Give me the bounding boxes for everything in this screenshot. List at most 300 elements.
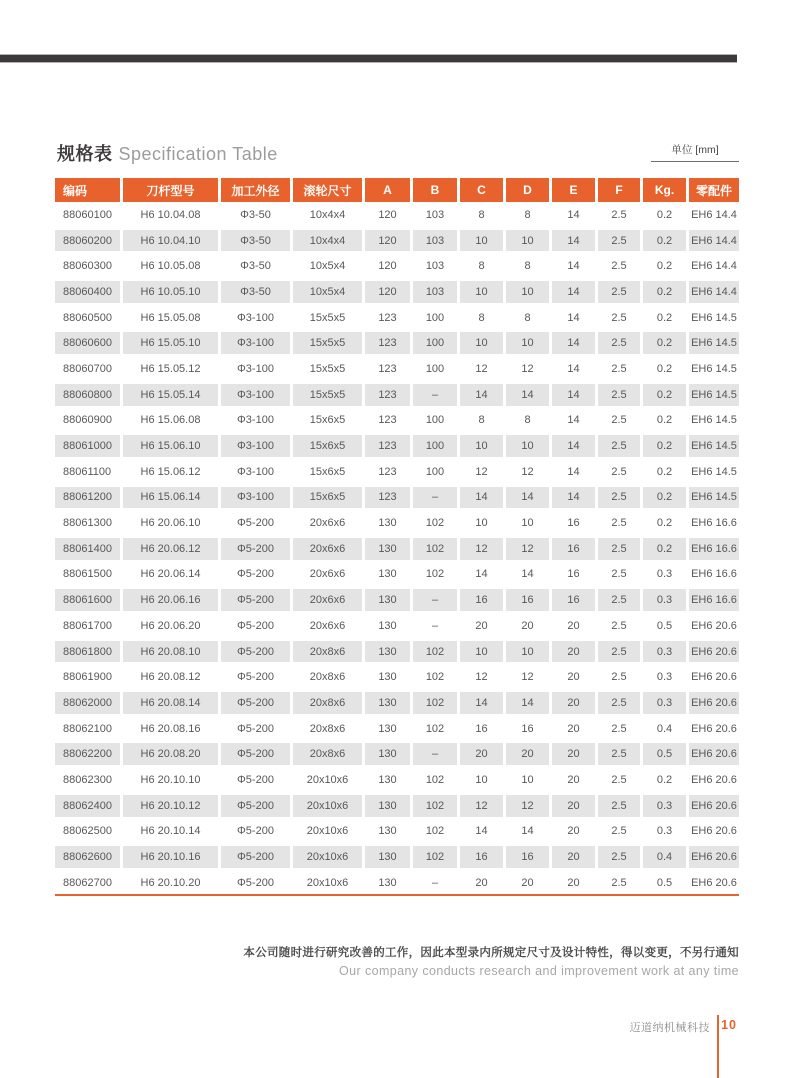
- table-cell: 20: [549, 844, 595, 870]
- table-cell: 10: [503, 279, 549, 305]
- table-cell: 0.4: [640, 844, 686, 870]
- table-cell: 88061800: [55, 639, 120, 665]
- table-cell: 88060300: [55, 253, 120, 279]
- table-cell: 14: [457, 819, 503, 845]
- table-row: [55, 716, 739, 742]
- table-cell: 0.2: [640, 305, 686, 331]
- table-cell: Φ5-200: [218, 767, 290, 793]
- table-cell: 8: [457, 305, 503, 331]
- table-cell: 130: [362, 793, 410, 819]
- table-cell: 20x8x6: [290, 664, 362, 690]
- table-cell: 0.2: [640, 356, 686, 382]
- table-cell: 20x10x6: [290, 767, 362, 793]
- notice-block: [139, 944, 739, 978]
- table-cell: Φ5-200: [218, 510, 290, 536]
- table-cell: EH6 14.5: [686, 459, 739, 485]
- table-cell: 100: [410, 305, 457, 331]
- table-cell: 14: [549, 485, 595, 511]
- table-cell: Φ5-200: [218, 844, 290, 870]
- header-cell-kg: Kg.: [640, 178, 686, 202]
- table-cell: 20x8x6: [290, 690, 362, 716]
- table-cell: –: [410, 613, 457, 639]
- table-cell: Φ3-50: [218, 253, 290, 279]
- table-cell: 20x8x6: [290, 639, 362, 665]
- table-cell: 15x6x5: [290, 459, 362, 485]
- table-cell: Φ3-100: [218, 408, 290, 434]
- table-cell: 10x4x4: [290, 228, 362, 254]
- table-cell: EH6 14.4: [686, 228, 739, 254]
- table-cell: 2.5: [595, 253, 640, 279]
- table-cell: H6 10.05.10: [120, 279, 218, 305]
- table-row: [55, 202, 739, 228]
- table-cell: 2.5: [595, 279, 640, 305]
- table-cell: Φ5-200: [218, 587, 290, 613]
- table-cell: H6 20.10.12: [120, 793, 218, 819]
- table-cell: H6 20.06.10: [120, 510, 218, 536]
- table-cell: EH6 14.5: [686, 330, 739, 356]
- table-cell: 10: [503, 228, 549, 254]
- table-cell: 88061200: [55, 485, 120, 511]
- table-cell: 88060900: [55, 408, 120, 434]
- table-cell: Φ3-100: [218, 485, 290, 511]
- table-cell: 88061400: [55, 536, 120, 562]
- table-cell: 0.3: [640, 690, 686, 716]
- table-cell: 20: [549, 613, 595, 639]
- table-cell: 8: [503, 253, 549, 279]
- table-cell: 2.5: [595, 562, 640, 588]
- table-cell: 20x6x6: [290, 536, 362, 562]
- table-cell: 0.3: [640, 639, 686, 665]
- table-cell: 10: [457, 639, 503, 665]
- table-cell: 14: [457, 562, 503, 588]
- table-cell: 88060400: [55, 279, 120, 305]
- table-cell: 2.5: [595, 716, 640, 742]
- table-cell: 8: [503, 305, 549, 331]
- table-cell: 20x6x6: [290, 587, 362, 613]
- table-cell: 102: [410, 536, 457, 562]
- spec-table-body: [55, 202, 739, 896]
- header-cell-a: A: [362, 178, 410, 202]
- footer-divider: [717, 1015, 719, 1078]
- table-cell: 0.2: [640, 433, 686, 459]
- page-title-en: Specification Table: [118, 144, 278, 164]
- table-cell: 20: [457, 613, 503, 639]
- table-cell: 12: [457, 356, 503, 382]
- table-cell: 10: [457, 510, 503, 536]
- table-cell: 15x6x5: [290, 485, 362, 511]
- table-cell: 88060500: [55, 305, 120, 331]
- table-cell: 8: [503, 202, 549, 228]
- table-cell: 12: [457, 536, 503, 562]
- table-cell: 14: [503, 690, 549, 716]
- table-cell: 123: [362, 330, 410, 356]
- page-title-zh: 规格表: [57, 144, 113, 164]
- table-cell: 123: [362, 459, 410, 485]
- table-cell: 2.5: [595, 536, 640, 562]
- table-cell: 2.5: [595, 330, 640, 356]
- table-cell: Φ3-50: [218, 279, 290, 305]
- header-cell-f: F: [595, 178, 640, 202]
- table-cell: Φ5-200: [218, 536, 290, 562]
- table-cell: 120: [362, 228, 410, 254]
- table-cell: 102: [410, 767, 457, 793]
- notice-text-zh: 本公司随时进行研究改善的工作，因此本型录内所规定尺寸及设计特性，得以变更，不另行通知: [243, 947, 739, 959]
- table-cell: H6 20.08.20: [120, 741, 218, 767]
- table-cell: 0.2: [640, 382, 686, 408]
- table-row: [55, 510, 739, 536]
- table-cell: 103: [410, 253, 457, 279]
- table-cell: 14: [549, 356, 595, 382]
- table-cell: 20: [549, 716, 595, 742]
- table-cell: 0.2: [640, 536, 686, 562]
- table-cell: 2.5: [595, 356, 640, 382]
- table-row: [55, 330, 739, 356]
- table-cell: 120: [362, 202, 410, 228]
- table-cell: 88062700: [55, 870, 120, 896]
- table-cell: 16: [503, 716, 549, 742]
- table-cell: 2.5: [595, 844, 640, 870]
- table-cell: 14: [549, 433, 595, 459]
- table-cell: 2.5: [595, 741, 640, 767]
- table-cell: H6 20.08.16: [120, 716, 218, 742]
- table-cell: Φ5-200: [218, 870, 290, 896]
- table-cell: EH6 14.5: [686, 382, 739, 408]
- table-cell: 2.5: [595, 433, 640, 459]
- header-cell-model: 刀杆型号: [120, 178, 218, 202]
- table-cell: 0.4: [640, 716, 686, 742]
- table-cell: 88061600: [55, 587, 120, 613]
- table-cell: 0.3: [640, 562, 686, 588]
- table-cell: EH6 20.6: [686, 639, 739, 665]
- table-row: [55, 253, 739, 279]
- table-cell: 130: [362, 587, 410, 613]
- table-row: [55, 664, 739, 690]
- table-cell: 88062100: [55, 716, 120, 742]
- table-cell: EH6 14.5: [686, 433, 739, 459]
- table-cell: 130: [362, 664, 410, 690]
- table-cell: 88062400: [55, 793, 120, 819]
- table-cell: 88062000: [55, 690, 120, 716]
- notice-text-en: Our company conducts research and improvement work at any time: [339, 964, 739, 978]
- table-cell: 8: [503, 408, 549, 434]
- table-cell: 102: [410, 844, 457, 870]
- table-cell: 15x5x5: [290, 305, 362, 331]
- table-cell: 12: [503, 536, 549, 562]
- header-cell-d: D: [503, 178, 549, 202]
- table-cell: 20x10x6: [290, 793, 362, 819]
- table-cell: –: [410, 870, 457, 896]
- table-cell: 103: [410, 228, 457, 254]
- table-cell: 20: [549, 767, 595, 793]
- table-row: [55, 587, 739, 613]
- spec-table: [55, 178, 739, 896]
- table-cell: 10: [503, 433, 549, 459]
- table-cell: 14: [549, 228, 595, 254]
- table-cell: H6 15.06.14: [120, 485, 218, 511]
- table-cell: 20: [503, 613, 549, 639]
- table-cell: 14: [549, 459, 595, 485]
- table-row: [55, 767, 739, 793]
- table-cell: 130: [362, 510, 410, 536]
- table-row: [55, 408, 739, 434]
- table-cell: 14: [503, 382, 549, 408]
- table-cell: 0.2: [640, 485, 686, 511]
- table-cell: 8: [457, 408, 503, 434]
- table-cell: 130: [362, 536, 410, 562]
- table-cell: EH6 20.6: [686, 870, 739, 896]
- table-cell: Φ3-100: [218, 433, 290, 459]
- table-cell: Φ5-200: [218, 639, 290, 665]
- table-cell: 10: [457, 228, 503, 254]
- table-row: [55, 433, 739, 459]
- table-cell: H6 10.04.08: [120, 202, 218, 228]
- table-cell: 88061100: [55, 459, 120, 485]
- table-cell: 2.5: [595, 613, 640, 639]
- table-cell: 20: [457, 870, 503, 896]
- table-cell: 10x5x4: [290, 279, 362, 305]
- table-cell: 14: [549, 382, 595, 408]
- table-cell: 20: [457, 741, 503, 767]
- table-cell: H6 15.05.10: [120, 330, 218, 356]
- table-cell: H6 20.06.20: [120, 613, 218, 639]
- table-cell: 20x6x6: [290, 510, 362, 536]
- table-cell: 2.5: [595, 767, 640, 793]
- table-cell: 88062500: [55, 819, 120, 845]
- table-cell: Φ3-100: [218, 356, 290, 382]
- table-cell: 2.5: [595, 690, 640, 716]
- table-cell: 102: [410, 664, 457, 690]
- section-title: [57, 140, 739, 170]
- table-cell: 14: [549, 408, 595, 434]
- table-row: [55, 356, 739, 382]
- table-cell: H6 10.04.10: [120, 228, 218, 254]
- table-cell: Φ3-50: [218, 228, 290, 254]
- table-cell: 130: [362, 562, 410, 588]
- table-cell: 123: [362, 433, 410, 459]
- table-row: [55, 459, 739, 485]
- table-cell: Φ3-100: [218, 382, 290, 408]
- table-cell: EH6 20.6: [686, 819, 739, 845]
- table-row: [55, 613, 739, 639]
- table-cell: 20x8x6: [290, 716, 362, 742]
- table-cell: 0.3: [640, 587, 686, 613]
- table-cell: 12: [503, 793, 549, 819]
- table-cell: 0.5: [640, 870, 686, 896]
- table-cell: 2.5: [595, 587, 640, 613]
- table-cell: 8: [457, 202, 503, 228]
- table-cell: 10: [503, 510, 549, 536]
- table-cell: 123: [362, 382, 410, 408]
- table-cell: 20: [549, 664, 595, 690]
- table-cell: EH6 16.6: [686, 536, 739, 562]
- table-cell: 88062300: [55, 767, 120, 793]
- table-cell: 2.5: [595, 510, 640, 536]
- table-cell: Φ5-200: [218, 716, 290, 742]
- table-cell: 20: [549, 741, 595, 767]
- table-cell: 0.5: [640, 613, 686, 639]
- table-cell: 10: [457, 433, 503, 459]
- table-cell: 0.2: [640, 767, 686, 793]
- table-cell: 2.5: [595, 639, 640, 665]
- table-row: [55, 690, 739, 716]
- table-cell: 100: [410, 459, 457, 485]
- table-cell: 2.5: [595, 793, 640, 819]
- table-cell: 120: [362, 253, 410, 279]
- table-row: [55, 639, 739, 665]
- table-cell: H6 20.10.20: [120, 870, 218, 896]
- table-cell: Φ5-200: [218, 562, 290, 588]
- table-cell: EH6 20.6: [686, 741, 739, 767]
- table-cell: Φ5-200: [218, 690, 290, 716]
- table-row: [55, 485, 739, 511]
- table-row: [55, 536, 739, 562]
- table-cell: 14: [503, 819, 549, 845]
- table-cell: 88061900: [55, 664, 120, 690]
- table-cell: 2.5: [595, 819, 640, 845]
- table-cell: 0.2: [640, 279, 686, 305]
- table-cell: 102: [410, 690, 457, 716]
- table-cell: 15x5x5: [290, 330, 362, 356]
- header-cell-roller-size: 滚轮尺寸: [290, 178, 362, 202]
- table-cell: 123: [362, 305, 410, 331]
- table-cell: H6 20.08.14: [120, 690, 218, 716]
- table-cell: 130: [362, 870, 410, 896]
- table-cell: 2.5: [595, 870, 640, 896]
- table-cell: 15x6x5: [290, 408, 362, 434]
- table-cell: Φ5-200: [218, 793, 290, 819]
- table-cell: 12: [503, 664, 549, 690]
- table-row: [55, 870, 739, 896]
- table-cell: EH6 20.6: [686, 844, 739, 870]
- table-cell: 20x10x6: [290, 819, 362, 845]
- header-cell-code: 编码: [55, 178, 120, 202]
- table-cell: 2.5: [595, 459, 640, 485]
- table-cell: 2.5: [595, 408, 640, 434]
- table-cell: 130: [362, 690, 410, 716]
- table-cell: –: [410, 587, 457, 613]
- table-cell: 20x10x6: [290, 870, 362, 896]
- table-cell: EH6 14.4: [686, 202, 739, 228]
- table-cell: 2.5: [595, 202, 640, 228]
- table-cell: 16: [503, 587, 549, 613]
- table-cell: 0.2: [640, 202, 686, 228]
- table-cell: 102: [410, 819, 457, 845]
- table-cell: EH6 14.5: [686, 408, 739, 434]
- table-cell: H6 15.06.10: [120, 433, 218, 459]
- table-cell: 15x5x5: [290, 382, 362, 408]
- table-cell: H6 20.08.10: [120, 639, 218, 665]
- table-cell: 20: [549, 819, 595, 845]
- table-row: [55, 228, 739, 254]
- table-cell: EH6 14.5: [686, 356, 739, 382]
- table-cell: 130: [362, 639, 410, 665]
- table-cell: Φ3-50: [218, 202, 290, 228]
- table-cell: 14: [549, 305, 595, 331]
- table-cell: 20x10x6: [290, 844, 362, 870]
- table-cell: 88061700: [55, 613, 120, 639]
- table-cell: EH6 20.6: [686, 613, 739, 639]
- table-cell: 20: [549, 870, 595, 896]
- table-cell: EH6 14.5: [686, 485, 739, 511]
- table-cell: 0.3: [640, 664, 686, 690]
- table-cell: 12: [457, 664, 503, 690]
- header-cell-b: B: [410, 178, 457, 202]
- table-cell: EH6 20.6: [686, 664, 739, 690]
- table-cell: EH6 20.6: [686, 690, 739, 716]
- table-cell: 0.3: [640, 819, 686, 845]
- table-cell: 16: [457, 587, 503, 613]
- header-cell-parts: 零配件: [686, 178, 739, 202]
- table-cell: 14: [549, 330, 595, 356]
- table-cell: 88060200: [55, 228, 120, 254]
- table-cell: EH6 20.6: [686, 793, 739, 819]
- table-cell: 0.2: [640, 228, 686, 254]
- table-cell: Φ3-100: [218, 330, 290, 356]
- table-cell: –: [410, 382, 457, 408]
- table-cell: 16: [457, 844, 503, 870]
- table-cell: EH6 20.6: [686, 716, 739, 742]
- top-rule: [0, 54, 737, 63]
- table-cell: 2.5: [595, 485, 640, 511]
- table-cell: 120: [362, 279, 410, 305]
- table-cell: 20: [549, 639, 595, 665]
- table-cell: H6 10.05.08: [120, 253, 218, 279]
- table-cell: 14: [503, 485, 549, 511]
- table-cell: 88062200: [55, 741, 120, 767]
- table-cell: H6 15.06.08: [120, 408, 218, 434]
- table-cell: H6 20.08.12: [120, 664, 218, 690]
- table-cell: 12: [503, 356, 549, 382]
- table-cell: EH6 14.4: [686, 279, 739, 305]
- table-cell: 130: [362, 767, 410, 793]
- table-cell: 20: [503, 741, 549, 767]
- table-cell: 12: [503, 459, 549, 485]
- table-cell: 130: [362, 819, 410, 845]
- table-cell: 10x5x4: [290, 253, 362, 279]
- table-cell: 0.3: [640, 793, 686, 819]
- table-cell: 2.5: [595, 228, 640, 254]
- table-cell: Φ3-100: [218, 459, 290, 485]
- table-row: [55, 819, 739, 845]
- table-cell: 103: [410, 202, 457, 228]
- table-header-row: [55, 178, 739, 202]
- table-cell: 20x8x6: [290, 741, 362, 767]
- table-cell: 8: [457, 253, 503, 279]
- header-cell-diameter: 加工外径: [218, 178, 290, 202]
- table-cell: H6 15.06.12: [120, 459, 218, 485]
- table-cell: Φ5-200: [218, 819, 290, 845]
- table-row: [55, 562, 739, 588]
- table-cell: 20x6x6: [290, 562, 362, 588]
- table-cell: 0.5: [640, 741, 686, 767]
- table-cell: Φ3-100: [218, 305, 290, 331]
- table-cell: 130: [362, 716, 410, 742]
- table-row: [55, 844, 739, 870]
- table-cell: 102: [410, 510, 457, 536]
- table-cell: 16: [549, 510, 595, 536]
- table-bottom-rule: [55, 894, 739, 896]
- table-cell: 14: [549, 279, 595, 305]
- table-cell: 20: [549, 690, 595, 716]
- table-cell: EH6 16.6: [686, 562, 739, 588]
- table-cell: 10: [457, 279, 503, 305]
- table-cell: 88060100: [55, 202, 120, 228]
- page-number: 10: [721, 1018, 737, 1032]
- table-cell: 10: [457, 330, 503, 356]
- table-cell: 88060700: [55, 356, 120, 382]
- table-cell: 15x5x5: [290, 356, 362, 382]
- table-cell: 14: [503, 562, 549, 588]
